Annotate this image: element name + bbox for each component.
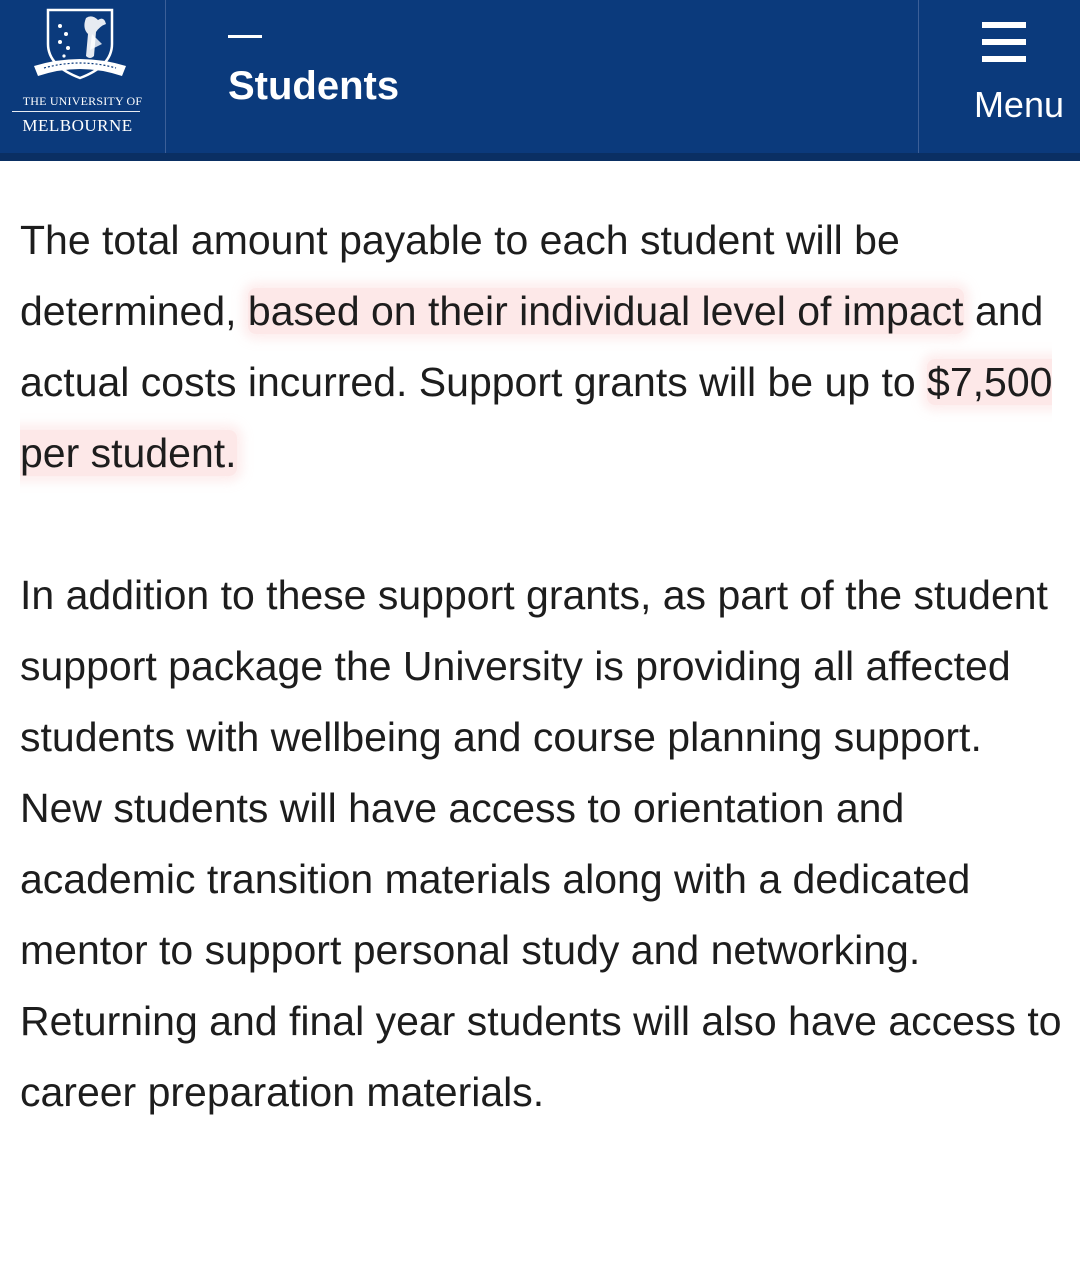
paragraph-support-package: In addition to these support grants, as part of the student support package the University is providing all affected students with wellbeing and course planning support. New students will have access to orientation and academic transition materials along with a dedicated mentor to support personal study and networking. Returning and final year students will also have access to career preparation materials. bbox=[20, 572, 1062, 1115]
article-body bbox=[20, 205, 1070, 1128]
highlight-grant-amount: $7,500 per student. bbox=[20, 359, 1053, 476]
hamburger-icon bbox=[982, 22, 1026, 66]
university-name-line1: THE UNIVERSITY OF bbox=[22, 94, 143, 108]
university-logo[interactable] bbox=[0, 0, 166, 153]
logo-divider bbox=[12, 111, 140, 112]
university-crest-icon bbox=[30, 4, 130, 86]
highlight-individual-impact: based on their individual level of impact bbox=[247, 288, 964, 334]
paragraph1-text-part1: The total amount payable to each student will be determined, bbox=[20, 217, 900, 334]
menu-button[interactable] bbox=[918, 0, 1080, 153]
paragraph-grant-amount bbox=[20, 205, 1070, 489]
paragraph1-text-part2: and actual costs incurred. Support grants will be up to bbox=[20, 288, 1044, 405]
menu-label: Menu bbox=[973, 84, 1064, 125]
site-header bbox=[0, 0, 1080, 161]
section-dash bbox=[228, 35, 262, 38]
university-name-line2: MELBOURNE bbox=[22, 116, 133, 135]
section-title[interactable]: Students bbox=[228, 64, 400, 108]
